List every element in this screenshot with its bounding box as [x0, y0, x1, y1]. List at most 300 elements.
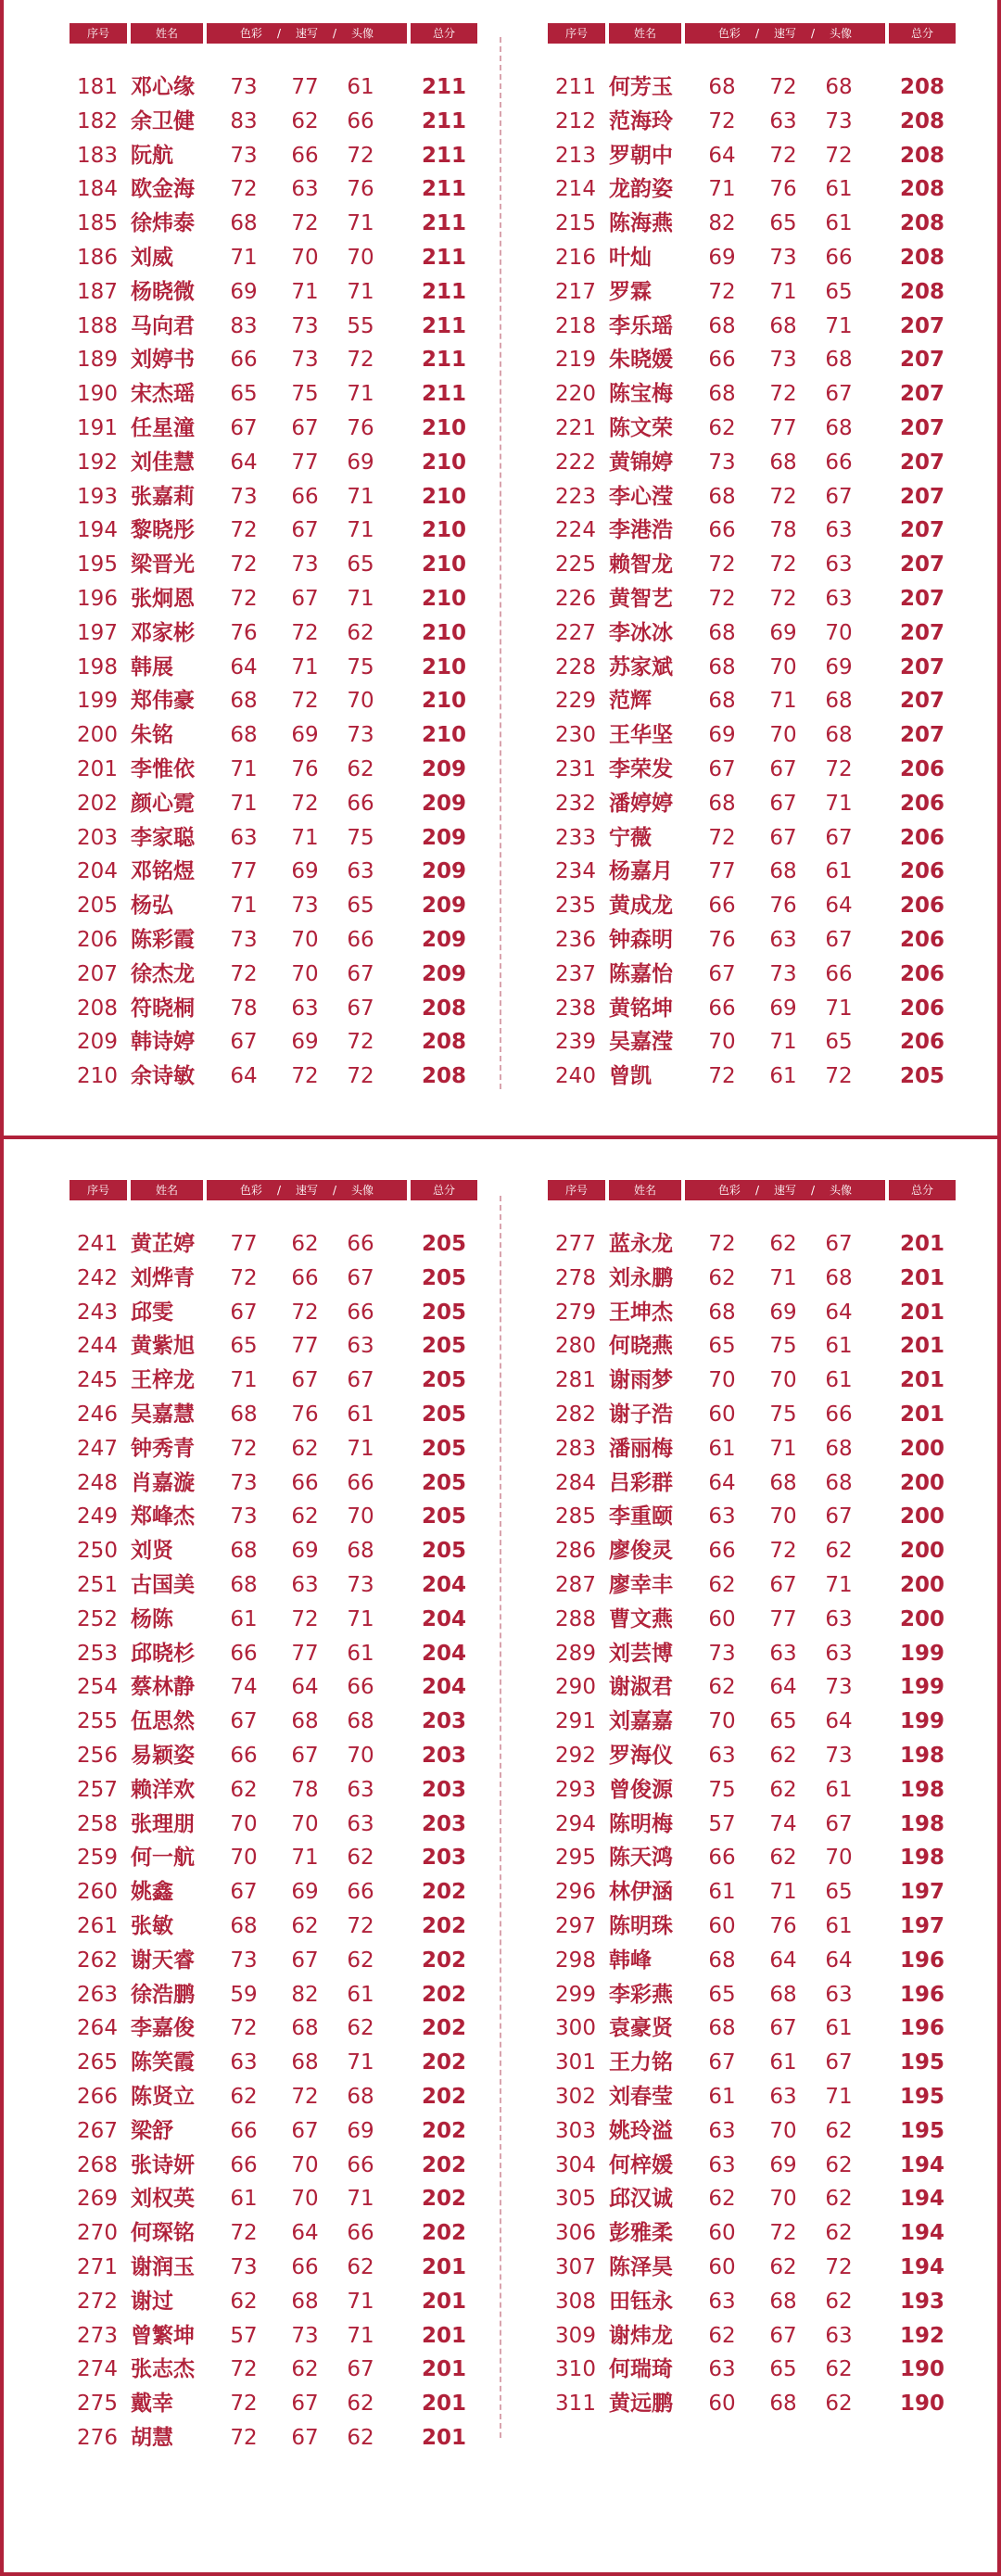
- color-score: 72: [708, 108, 736, 133]
- rank-number: 296: [555, 1880, 596, 1905]
- rank-number: 290: [555, 1675, 596, 1700]
- color-score: 60: [708, 1913, 736, 1938]
- student-name: 杨弘: [131, 894, 173, 919]
- portrait-score: 64: [825, 1709, 853, 1734]
- total-score: 211: [421, 382, 466, 407]
- color-score: 67: [708, 2050, 736, 2075]
- color-score: 61: [708, 1880, 736, 1905]
- student-name: 陈宝梅: [609, 382, 673, 407]
- table-row: [70, 2216, 477, 2251]
- total-score: 198: [899, 1811, 944, 1836]
- sketch-score: 76: [291, 756, 319, 781]
- sketch-score: 62: [769, 1777, 797, 1802]
- sketch-score: 64: [291, 2221, 319, 2246]
- total-score: 209: [421, 825, 466, 850]
- header-subjects: [207, 23, 407, 44]
- sketch-score: 63: [291, 177, 319, 202]
- table-row: [548, 1670, 956, 1705]
- color-score: 73: [230, 927, 258, 952]
- sketch-score: 72: [769, 586, 797, 611]
- portrait-score: 67: [825, 1811, 853, 1836]
- rank-number: 237: [555, 961, 596, 986]
- portrait-score: 62: [825, 2392, 853, 2417]
- rank-number: 198: [77, 654, 118, 679]
- portrait-score: 73: [347, 1572, 374, 1597]
- student-name: 杨嘉月: [609, 859, 673, 884]
- student-name: 陈贤立: [131, 2084, 195, 2109]
- total-score: 204: [421, 1572, 466, 1597]
- sketch-score: 77: [769, 415, 797, 440]
- sketch-score: 70: [291, 1811, 319, 1836]
- table-row: [548, 2387, 956, 2421]
- student-name: 刘威: [131, 245, 173, 270]
- portrait-score: 62: [825, 2357, 853, 2382]
- sketch-score: 72: [769, 75, 797, 99]
- rank-number: 235: [555, 894, 596, 919]
- total-score: 201: [899, 1300, 944, 1325]
- color-score: 62: [708, 2323, 736, 2348]
- table-row: [548, 855, 956, 889]
- total-score: 207: [899, 552, 944, 577]
- rank-number: 283: [555, 1436, 596, 1461]
- color-score: 67: [230, 1030, 258, 1055]
- student-name: 李惟依: [131, 756, 195, 781]
- sketch-score: 63: [769, 108, 797, 133]
- color-score: 68: [230, 1402, 258, 1427]
- portrait-score: 67: [825, 484, 853, 509]
- color-score: 74: [230, 1675, 258, 1700]
- header-sketch: 速写: [295, 27, 318, 40]
- sketch-score: 69: [769, 620, 797, 645]
- color-score: 73: [230, 1470, 258, 1495]
- header-separator: /: [754, 1184, 759, 1197]
- sketch-score: 65: [769, 2357, 797, 2382]
- student-name: 罗霖: [609, 279, 652, 304]
- color-score: 60: [708, 2221, 736, 2246]
- header-color: 色彩: [239, 27, 262, 40]
- student-name: 吕彩群: [609, 1470, 673, 1495]
- rank-number: 260: [77, 1880, 118, 1905]
- table-row: [70, 2421, 477, 2455]
- student-name: 郑峰杰: [131, 1504, 195, 1529]
- student-name: 曾俊源: [609, 1777, 673, 1802]
- color-score: 68: [230, 689, 258, 714]
- portrait-score: 68: [825, 1470, 853, 1495]
- sketch-score: 72: [291, 1300, 319, 1325]
- table-row: [548, 2251, 956, 2285]
- color-score: 72: [708, 825, 736, 850]
- student-name: 刘贤: [131, 1539, 173, 1564]
- total-score: 206: [899, 825, 944, 850]
- total-score: 210: [421, 552, 466, 577]
- portrait-score: 61: [347, 1641, 374, 1666]
- portrait-score: 61: [347, 75, 374, 99]
- rank-number: 259: [77, 1846, 118, 1871]
- table-row: [548, 2182, 956, 2216]
- total-score: 194: [899, 2254, 944, 2279]
- rank-number: 226: [555, 586, 596, 611]
- color-score: 71: [708, 177, 736, 202]
- total-score: 194: [899, 2187, 944, 2212]
- color-score: 68: [708, 2016, 736, 2041]
- portrait-score: 61: [825, 1368, 853, 1393]
- student-name: 张嘉莉: [131, 484, 195, 509]
- rank-number: 246: [77, 1402, 118, 1427]
- total-score: 210: [421, 586, 466, 611]
- color-score: 63: [708, 2357, 736, 2382]
- color-score: 68: [708, 75, 736, 99]
- sketch-score: 68: [291, 2016, 319, 2041]
- student-name: 姚鑫: [131, 1880, 173, 1905]
- total-score: 202: [421, 2016, 466, 2041]
- portrait-score: 71: [347, 2187, 374, 2212]
- total-score: 209: [421, 894, 466, 919]
- sketch-score: 68: [769, 859, 797, 884]
- student-name: 阮航: [131, 143, 173, 168]
- portrait-score: 68: [347, 1539, 374, 1564]
- portrait-score: 71: [347, 1436, 374, 1461]
- student-name: 王坤杰: [609, 1300, 673, 1325]
- total-score: 207: [899, 654, 944, 679]
- rank-number: 219: [555, 348, 596, 373]
- total-score: 210: [421, 723, 466, 748]
- total-score: 196: [899, 2016, 944, 2041]
- table-row: [70, 2046, 477, 2080]
- student-name: 刘春莹: [609, 2084, 673, 2109]
- color-score: 77: [708, 859, 736, 884]
- sketch-score: 70: [291, 245, 319, 270]
- table-row: [70, 616, 477, 651]
- total-score: 202: [421, 2084, 466, 2109]
- table-row: [548, 582, 956, 616]
- rank-number: 194: [77, 518, 118, 543]
- total-score: 208: [899, 75, 944, 99]
- table-row: [70, 412, 477, 446]
- table-row: [70, 684, 477, 718]
- sketch-score: 62: [291, 1436, 319, 1461]
- total-score: 204: [421, 1641, 466, 1666]
- color-score: 62: [230, 2289, 258, 2314]
- sketch-score: 62: [769, 1743, 797, 1768]
- portrait-score: 62: [347, 2392, 374, 2417]
- portrait-score: 71: [347, 211, 374, 236]
- student-name: 潘丽梅: [609, 1436, 673, 1461]
- color-score: 68: [708, 791, 736, 816]
- table-row: [548, 2114, 956, 2149]
- rank-number: 183: [77, 143, 118, 168]
- header-number: 序号: [548, 1180, 605, 1200]
- color-score: 62: [230, 1777, 258, 1802]
- total-score: 202: [421, 2152, 466, 2177]
- table-row: [548, 616, 956, 651]
- student-name: 徐浩鹏: [131, 1982, 195, 2007]
- table-header: [548, 1180, 946, 1200]
- portrait-score: 67: [347, 961, 374, 986]
- rank-number: 205: [77, 894, 118, 919]
- color-score: 68: [708, 1300, 736, 1325]
- portrait-score: 67: [825, 382, 853, 407]
- table-row: [70, 275, 477, 310]
- header-portrait: 头像: [351, 1184, 374, 1197]
- student-name: 何琛铭: [131, 2221, 195, 2246]
- table-row: [548, 1637, 956, 1671]
- rank-number: 254: [77, 1675, 118, 1700]
- portrait-score: 66: [347, 2152, 374, 2177]
- color-score: 72: [230, 2392, 258, 2417]
- student-name: 蓝永龙: [609, 1232, 673, 1256]
- color-score: 76: [230, 620, 258, 645]
- sketch-score: 66: [291, 143, 319, 168]
- color-score: 73: [708, 1641, 736, 1666]
- rank-number: 293: [555, 1777, 596, 1802]
- portrait-score: 62: [825, 2118, 853, 2143]
- header-number: 序号: [70, 1180, 127, 1200]
- rank-number: 207: [77, 961, 118, 986]
- color-score: 72: [708, 586, 736, 611]
- table-row: [70, 958, 477, 992]
- portrait-score: 70: [825, 1846, 853, 1871]
- total-score: 209: [421, 927, 466, 952]
- total-score: 206: [899, 927, 944, 952]
- total-score: 195: [899, 2084, 944, 2109]
- portrait-score: 71: [347, 586, 374, 611]
- color-score: 83: [230, 108, 258, 133]
- table-row: [548, 821, 956, 856]
- table-row: [548, 1739, 956, 1773]
- table-row: [548, 412, 956, 446]
- color-score: 70: [708, 1030, 736, 1055]
- sketch-score: 67: [291, 518, 319, 543]
- color-score: 72: [230, 2425, 258, 2450]
- rank-number: 252: [77, 1606, 118, 1631]
- rank-number: 240: [555, 1064, 596, 1089]
- total-score: 200: [899, 1539, 944, 1564]
- rank-number: 279: [555, 1300, 596, 1325]
- portrait-score: 66: [347, 1300, 374, 1325]
- rank-number: 242: [77, 1265, 118, 1290]
- student-name: 姚玲溢: [609, 2118, 673, 2143]
- table-row: [548, 1875, 956, 1910]
- table-row: [70, 2251, 477, 2285]
- table-row: [548, 1944, 956, 1978]
- table-row: [70, 1432, 477, 1466]
- student-name: 钟秀青: [131, 1436, 195, 1461]
- student-name: 刘佳慧: [131, 450, 195, 475]
- sketch-score: 67: [291, 586, 319, 611]
- color-score: 57: [708, 1811, 736, 1836]
- color-score: 71: [230, 1368, 258, 1393]
- portrait-score: 61: [825, 2016, 853, 2041]
- portrait-score: 67: [825, 2050, 853, 2075]
- portrait-score: 66: [825, 1402, 853, 1427]
- student-name: 邓家彬: [131, 620, 195, 645]
- sketch-score: 68: [769, 1982, 797, 2007]
- rank-number: 269: [77, 2187, 118, 2212]
- color-score: 73: [230, 143, 258, 168]
- total-score: 199: [899, 1709, 944, 1734]
- sketch-score: 82: [291, 1982, 319, 2007]
- table-row: [70, 651, 477, 685]
- rank-number: 236: [555, 927, 596, 952]
- portrait-score: 72: [347, 1913, 374, 1938]
- total-score: 198: [899, 1846, 944, 1871]
- sketch-score: 77: [769, 1606, 797, 1631]
- student-name: 徐炜泰: [131, 211, 195, 236]
- table-row: [548, 1262, 956, 1296]
- color-score: 73: [230, 1948, 258, 1973]
- header-total: 总分: [889, 1180, 956, 1200]
- table-row: [70, 718, 477, 753]
- portrait-score: 63: [825, 2323, 853, 2348]
- rank-number: 190: [77, 382, 118, 407]
- student-name: 田钰永: [609, 2289, 673, 2314]
- color-score: 66: [708, 348, 736, 373]
- rank-number: 268: [77, 2152, 118, 2177]
- table-row: [548, 1841, 956, 1875]
- student-name: 陈文荣: [609, 415, 673, 440]
- portrait-score: 65: [825, 1880, 853, 1905]
- total-score: 194: [899, 2221, 944, 2246]
- rank-number: 302: [555, 2084, 596, 2109]
- student-name: 叶灿: [609, 245, 652, 270]
- portrait-score: 71: [347, 279, 374, 304]
- color-score: 72: [230, 586, 258, 611]
- sketch-score: 67: [291, 2118, 319, 2143]
- sketch-score: 72: [291, 689, 319, 714]
- sketch-score: 71: [769, 1436, 797, 1461]
- color-score: 61: [230, 2187, 258, 2212]
- sketch-score: 69: [769, 1300, 797, 1325]
- portrait-score: 62: [825, 1539, 853, 1564]
- total-score: 206: [899, 961, 944, 986]
- color-score: 72: [708, 1232, 736, 1256]
- total-score: 208: [899, 177, 944, 202]
- sketch-score: 70: [291, 961, 319, 986]
- rank-number: 265: [77, 2050, 118, 2075]
- rank-number: 274: [77, 2357, 118, 2382]
- table-row: [70, 1978, 477, 2012]
- header-name: 姓名: [609, 1180, 681, 1200]
- student-name: 韩展: [131, 654, 173, 679]
- sketch-score: 71: [769, 1265, 797, 1290]
- table-row: [70, 1025, 477, 1060]
- table-row: [548, 1398, 956, 1432]
- student-name: 伍思然: [131, 1709, 195, 1734]
- sketch-score: 70: [769, 723, 797, 748]
- table-row: [70, 1296, 477, 1330]
- total-score: 207: [899, 415, 944, 440]
- color-score: 67: [230, 1709, 258, 1734]
- portrait-score: 62: [825, 2187, 853, 2212]
- rank-number: 300: [555, 2016, 596, 2041]
- portrait-score: 66: [347, 927, 374, 952]
- total-score: 196: [899, 1982, 944, 2007]
- sketch-score: 73: [769, 961, 797, 986]
- table-row: [70, 582, 477, 616]
- portrait-score: 76: [347, 177, 374, 202]
- rank-number: 223: [555, 484, 596, 509]
- student-name: 陈泽昊: [609, 2254, 673, 2279]
- rank-number: 266: [77, 2084, 118, 2109]
- sketch-score: 71: [769, 1880, 797, 1905]
- rank-number: 208: [77, 996, 118, 1021]
- rank-number: 233: [555, 825, 596, 850]
- sketch-score: 68: [769, 2392, 797, 2417]
- rank-number: 218: [555, 313, 596, 338]
- color-score: 83: [230, 313, 258, 338]
- table-row: [70, 1944, 477, 1978]
- rank-number: 214: [555, 177, 596, 202]
- table-row: [548, 787, 956, 821]
- rank-number: 249: [77, 1504, 118, 1529]
- sketch-score: 72: [291, 211, 319, 236]
- header-separator: /: [811, 1184, 816, 1197]
- sketch-score: 67: [291, 1743, 319, 1768]
- sketch-score: 62: [769, 1846, 797, 1871]
- header-separator: /: [276, 27, 281, 40]
- portrait-score: 67: [347, 996, 374, 1021]
- color-score: 70: [230, 1811, 258, 1836]
- color-score: 64: [230, 654, 258, 679]
- student-name: 廖幸丰: [609, 1572, 673, 1597]
- portrait-score: 62: [825, 2289, 853, 2314]
- student-name: 梁舒: [131, 2118, 173, 2143]
- portrait-score: 62: [347, 1948, 374, 1973]
- sketch-score: 63: [291, 996, 319, 1021]
- sketch-score: 66: [291, 1470, 319, 1495]
- sketch-score: 67: [769, 2016, 797, 2041]
- table-row: [70, 1773, 477, 1808]
- header-name: 姓名: [609, 23, 681, 44]
- portrait-score: 63: [825, 586, 853, 611]
- total-score: 190: [899, 2357, 944, 2382]
- portrait-score: 61: [825, 1913, 853, 1938]
- student-name: 黄远鹏: [609, 2392, 673, 2417]
- header-total: 总分: [889, 23, 956, 44]
- sketch-score: 71: [291, 825, 319, 850]
- rank-number: 210: [77, 1064, 118, 1089]
- sketch-score: 73: [769, 348, 797, 373]
- student-name: 陈嘉怡: [609, 961, 673, 986]
- table-header: [70, 1180, 468, 1200]
- table-row: [70, 2149, 477, 2183]
- student-name: 赖洋欢: [131, 1777, 195, 1802]
- student-name: 古国美: [131, 1572, 195, 1597]
- sketch-score: 63: [769, 1641, 797, 1666]
- sketch-score: 67: [769, 825, 797, 850]
- table-row: [548, 480, 956, 514]
- rank-number: 294: [555, 1811, 596, 1836]
- header-color: 色彩: [717, 27, 741, 40]
- total-score: 207: [899, 484, 944, 509]
- student-name: 余诗敏: [131, 1064, 195, 1089]
- total-score: 205: [899, 1064, 944, 1089]
- rank-number: 291: [555, 1709, 596, 1734]
- table-row: [548, 2011, 956, 2046]
- portrait-score: 63: [347, 1777, 374, 1802]
- color-score: 69: [230, 279, 258, 304]
- total-score: 205: [421, 1232, 466, 1256]
- total-score: 192: [899, 2323, 944, 2348]
- student-name: 李家聪: [131, 825, 195, 850]
- rank-number: 277: [555, 1232, 596, 1256]
- color-score: 72: [230, 1436, 258, 1461]
- portrait-score: 72: [825, 1064, 853, 1089]
- table-row: [548, 889, 956, 923]
- rank-number: 196: [77, 586, 118, 611]
- sketch-score: 65: [769, 1709, 797, 1734]
- portrait-score: 64: [825, 1300, 853, 1325]
